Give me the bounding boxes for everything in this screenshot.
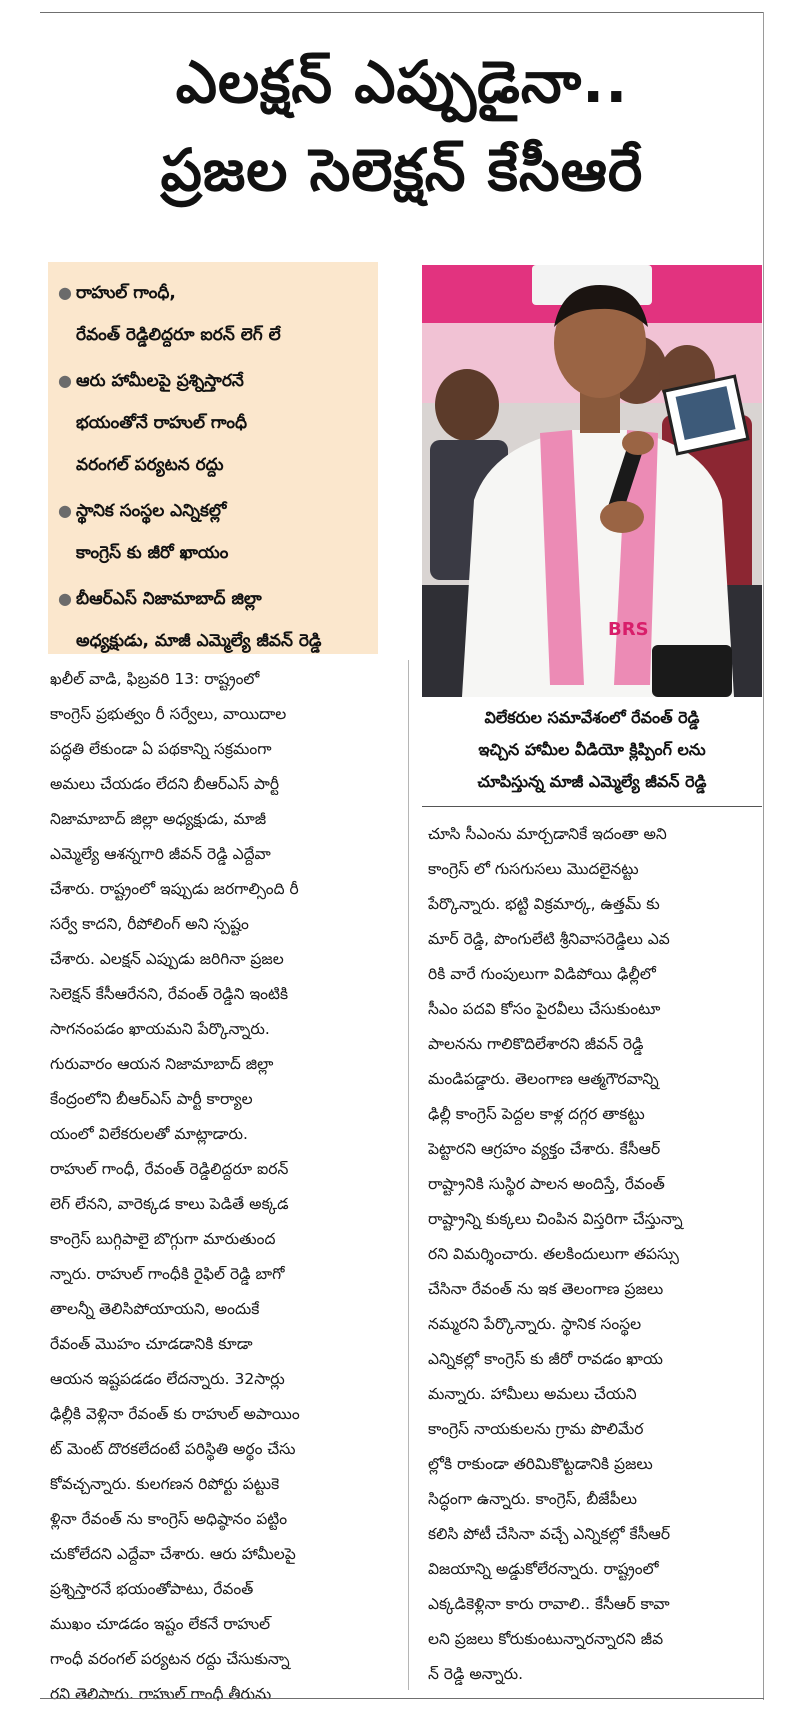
top-border [40, 12, 764, 13]
article-line: సీఎం పదవి కోసం పైరవీలు చేసుకుంటూ [428, 1000, 661, 1018]
article-line: కోవచ్చన్నారు. కులగణన రిపోర్టు పట్టుకె [50, 1475, 280, 1493]
headline-line-2: ప్రజల సెలెక్షన్ కేసీఆరే [160, 136, 644, 204]
highlight-line: భయంతోనే రాహుల్ గాంధీ [76, 413, 248, 433]
article-line: గురువారం ఆయన నిజామాబాద్ జిల్లా [50, 1055, 274, 1073]
article-line: కలిసి పోటీ చేసినా వచ్చే ఎన్నికల్లో కేసీఆర్ [428, 1525, 671, 1543]
article-line: పేర్కొన్నారు. భట్టి విక్రమార్క, ఉత్తమ్ కు [428, 895, 660, 913]
article-line: చుకోలేదని ఎద్దేవా చేశారు. ఆరు హామీలపై [50, 1545, 296, 1563]
article-line: ఖలీల్ వాడి, ఫిబ్రవరి 13: రాష్ట్రంలో [50, 670, 260, 688]
article-line: ముఖం చూడడం ఇష్టం లేకనే రాహుల్ [50, 1615, 271, 1633]
article-column-right [428, 817, 758, 1692]
caption-line: చూపిస్తున్న మాజీ ఎమ్మెల్యే జీవన్ రెడ్డి [477, 772, 707, 791]
article-line: మార్ రెడ్డి, పొంగులేటి శ్రీనివాసరెడ్డిలు ఎవ [428, 930, 670, 948]
article-line: లని ప్రజలు కోరుకుంటున్నారన్నారని జీవ [428, 1630, 664, 1648]
article-line: పద్ధతి లేకుండా ఏ పథకాన్ని సక్రమంగా [50, 740, 272, 758]
highlights-box [48, 262, 378, 654]
highlight-line: స్థానిక సంస్థల ఎన్నికల్లో [76, 501, 227, 521]
article-line: పాలనను గాలికొదిలేశారని జీవన్ రెడ్డి [428, 1035, 644, 1053]
article-line: ప్రశ్నిస్తారనే భయంతోపాటు, రేవంత్ [50, 1580, 254, 1598]
article-line: లెగ్ లేనని, వారెక్కడ కాలు పెడితే అక్కడ [50, 1195, 289, 1213]
highlight-item [58, 490, 370, 574]
article-line: న్నారు. రాహుల్ గాంధీకి రైఫిల్ రెడ్డి బాగో [50, 1265, 285, 1283]
caption-line: విలేకరుల సమావేశంలో రేవంత్ రెడ్డి [484, 708, 700, 727]
article-line: రాష్ట్రానికి సుస్థిర పాలన అందిస్తే, రేవంత్ [428, 1175, 665, 1193]
article-column-left [50, 662, 390, 1712]
article-line: ఢిల్లీ కాంగ్రెస్ పెద్దల కాళ్ల దగ్గర తాకట్టు [428, 1105, 645, 1123]
bullet-icon: ● [58, 283, 72, 302]
bullet-icon: ● [58, 589, 72, 608]
article-line: అమలు చేయడం లేదని బీఆర్ఎస్ పార్టీ [50, 775, 280, 793]
article-line: కాంగ్రెస్ లో గుసగుసలు మొదలైనట్టు [428, 860, 639, 878]
article-line: కాంగ్రెస్ బుగ్గిపాలై బొగ్గుగా మారుతుంద [50, 1230, 276, 1248]
article-line: ఎమ్మెల్యే ఆశన్నగారి జీవన్ రెడ్డి ఎద్దేవా [50, 845, 271, 863]
article-line: చేశారు. ఎలక్షన్ ఎప్పుడు జరిగినా ప్రజల [50, 950, 284, 968]
highlight-line: రాహుల్ గాంధీ, [76, 283, 176, 303]
article-line: ఎక్కడికెళ్లినా కారు రావాలి.. కేసీఆర్ కావా [428, 1595, 670, 1613]
article-line: కాంగ్రెస్ ప్రభుత్వం రీ సర్వేలు, వాయిదాల [50, 705, 287, 723]
article-line: ళ్లినా రేవంత్ ను కాంగ్రెస్ అధిష్ఠానం పట్టిం [50, 1510, 288, 1528]
article-line: చూసి సీఎంను మార్చడానికే ఇదంతా అని [428, 825, 667, 843]
article-line: పెట్టారని ఆగ్రహం వ్యక్తం చేశారు. కేసీఆర్ [428, 1140, 661, 1158]
article-line: చేసినా రేవంత్ ను ఇక తెలంగాణ ప్రజలు [428, 1280, 664, 1298]
highlight-line: వరంగల్ పర్యటన రద్దు [76, 455, 224, 475]
highlight-line: రేవంత్ రెడ్డిలిద్దరూ ఐరన్ లెగ్ లే [76, 325, 281, 345]
article-line: రని విమర్శించారు. తలకిందులుగా తపస్సు [428, 1245, 679, 1263]
bullet-icon: ● [58, 501, 72, 520]
caption-divider [422, 806, 762, 807]
photo-caption [422, 702, 762, 798]
bullet-icon: ● [58, 371, 72, 390]
headline-line-1: ఎలక్షన్ ఎప్పుడైనా.. [175, 48, 629, 116]
article-line: సాగనంపడం ఖాయమని పేర్కొన్నారు. [50, 1020, 270, 1038]
caption-line: ఇచ్చిన హామీల వీడియో క్లిప్పింగ్ లను [478, 740, 706, 759]
highlight-line: బీఆర్ఎస్ నిజామాబాద్ జిల్లా [76, 589, 262, 609]
article-line: విజయాన్ని అడ్డుకోలేరన్నారు. రాష్ట్రంలో [428, 1560, 659, 1578]
article-line: కాంగ్రెస్ నాయకులను గ్రామ పొలిమేర [428, 1420, 644, 1438]
article-line: రికి వారే గుంపులుగా విడిపోయి ఢిల్లీలో [428, 965, 656, 983]
article-line: చేశారు. రాష్ట్రంలో ఇప్పుడు జరగాల్సింది రీ [50, 880, 299, 898]
article-line: గాంధీ వరంగల్ పర్యటన రద్దు చేసుకున్నా [50, 1650, 290, 1668]
article-line: ఢిల్లీకి వెళ్లినా రేవంత్ కు రాహుల్ అపాయిం [50, 1405, 300, 1423]
article-line: ట్ మెంట్ దొరకలేదంటే పరిస్థితి అర్థం చేసు [50, 1440, 296, 1458]
article-line: సెలెక్షన్ కేసీఆరేనని, రేవంత్ రెడ్డిని ఇంటికి [50, 985, 289, 1003]
article-line: న్ రెడ్డి అన్నారు. [428, 1665, 524, 1683]
article-line: తాలన్నీ తెలిసిపోయాయని, అందుకే [50, 1300, 260, 1318]
article-line: రని తెలిపారు. రాహుల్ గాంధీ తీరును [50, 1685, 272, 1703]
bottom-border [40, 1698, 764, 1699]
column-divider [408, 660, 409, 1690]
article-line: రాహుల్ గాంధీ, రేవంత్ రెడ్డిలిద్దరూ ఐరన్ [50, 1160, 289, 1178]
article-line: మండిపడ్డారు. తెలంగాణ ఆత్మగౌరవాన్ని [428, 1070, 659, 1088]
article-line: ఎన్నికల్లో కాంగ్రెస్ కు జీరో రావడం ఖాయ [428, 1350, 663, 1368]
highlight-item [58, 272, 370, 356]
highlight-line: కాంగ్రెస్ కు జీరో ఖాయం [76, 543, 229, 563]
headline [40, 38, 764, 214]
article-line: ల్లోకి రాకుండా తరిమికొట్టడానికి ప్రజలు [428, 1455, 653, 1473]
highlight-item [58, 360, 370, 486]
scarf-label: BRS [608, 619, 649, 640]
right-border [763, 12, 764, 1700]
highlight-line: ఆరు హామీలపై ప్రశ్నిస్తారనే [76, 371, 244, 391]
press-meet-photo [422, 265, 762, 697]
article-line: రేవంత్ మొహం చూడడానికి కూడా [50, 1335, 253, 1353]
article-line: మన్నారు. హామీలు అమలు చేయని [428, 1385, 637, 1403]
highlight-item [58, 578, 370, 662]
article-line: ఆయన ఇష్టపడడం లేదన్నారు. 32సార్లు [50, 1370, 285, 1388]
article-line: నమ్మరని పేర్కొన్నారు. స్థానిక సంస్థల [428, 1315, 642, 1333]
article-line: సిద్ధంగా ఉన్నారు. కాంగ్రెస్, బీజేపీలు [428, 1490, 637, 1508]
article-line: యంలో విలేకరులతో మాట్లాడారు. [50, 1125, 248, 1143]
article-line: రాష్ట్రాన్ని కుక్కలు చింపిన విస్తరిగా చేస్తున్నా [428, 1210, 683, 1228]
article-line: నిజామాబాద్ జిల్లా అధ్యక్షుడు, మాజీ [50, 810, 267, 828]
article-line: సర్వే కాదని, రీపోలింగ్ అని స్పష్టం [50, 915, 249, 933]
highlight-line: అధ్యక్షుడు, మాజీ ఎమ్మెల్యే జీవన్ రెడ్డి [76, 631, 322, 651]
photo-illustration [422, 265, 762, 697]
article-line: కేంద్రంలోని బీఆర్ఎస్ పార్టీ కార్యాల [50, 1090, 253, 1108]
